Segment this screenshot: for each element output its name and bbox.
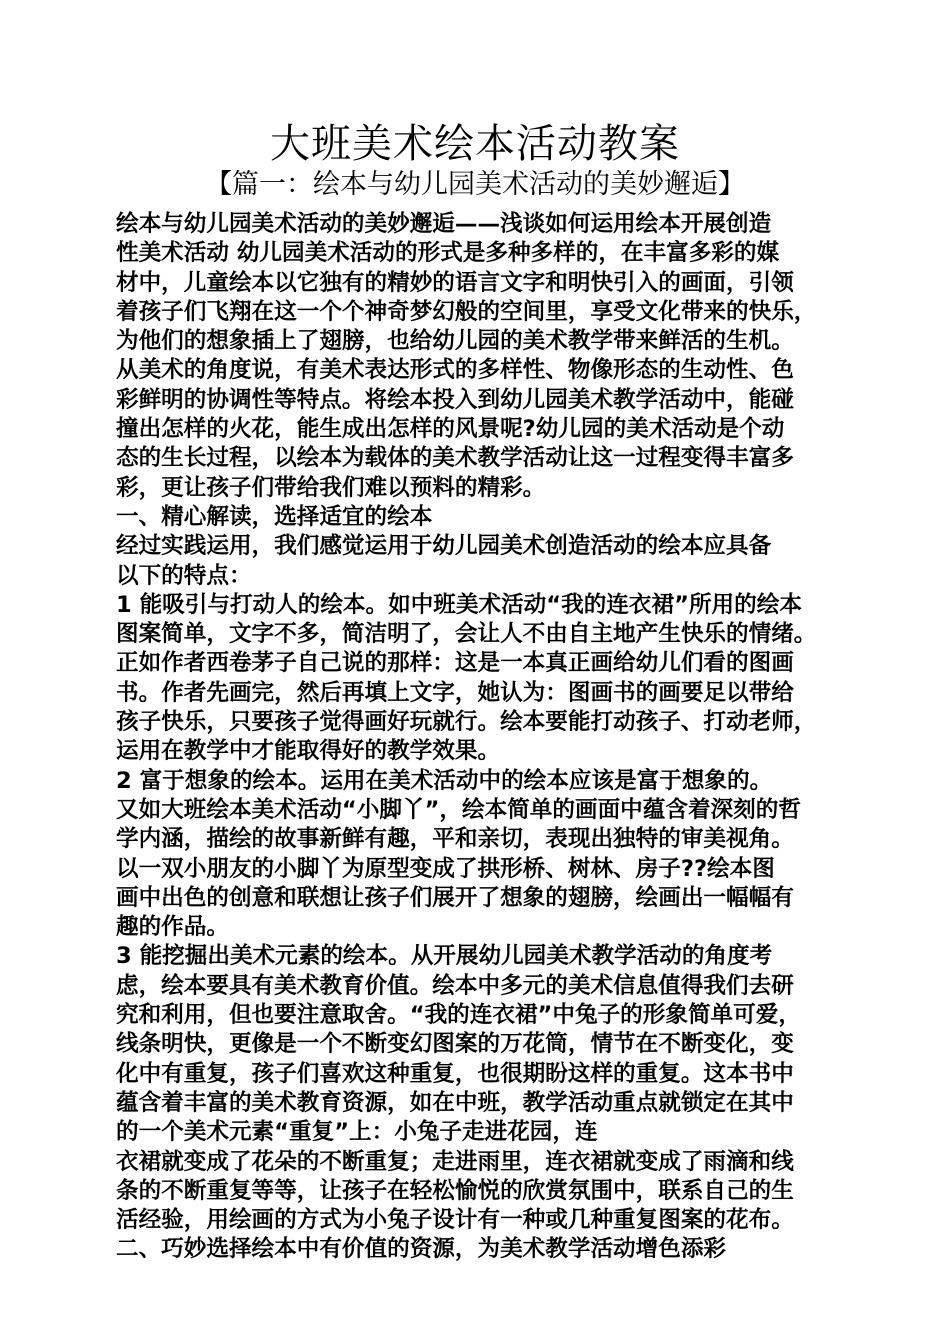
body-text-line: 为他们的想象插上了翅膀，也给幼儿园的美术教学带来鲜活的生机。 — [116, 328, 794, 355]
body-text-line: 虑，绘本要具有美术教育价值。绘本中多元的美术信息值得我们去研 — [116, 972, 794, 999]
body-text-line: 态的生长过程，以绘本为载体的美术教学活动让这一过程变得丰富多 — [116, 445, 794, 472]
document-body — [116, 210, 856, 1265]
body-text-line: 绘本与幼儿园美术活动的美妙邂逅——浅谈如何运用绘本开展创造 — [116, 211, 772, 237]
body-text-line: 着孩子们飞翔在这一个个神奇梦幻般的空间里，享受文化带来的快乐， — [116, 298, 817, 325]
document-title: 大班美术绘本活动教案 — [270, 121, 680, 167]
body-text-line: 运用在教学中才能取得好的教学效果。 — [116, 738, 501, 765]
body-text-line: 究和利用，但也要注意取舍。“我的连衣裙”中兔子的形象简单可爱， — [116, 1002, 801, 1029]
body-text-line: 经过实践运用，我们感觉运用于幼儿园美术创造活动的绘本应具备 — [116, 533, 772, 560]
body-text-line: 二、巧妙选择绘本中有价值的资源，为美术教学活动增色添彩 — [116, 1236, 727, 1263]
body-text-line: 图案简单，文字不多，简洁明了，会让人不由自主地产生快乐的情绪。 — [116, 621, 817, 648]
body-text-line: 材中，儿童绘本以它独有的精妙的语言文字和明快引入的画面，引领 — [116, 269, 794, 296]
body-text-line: 性美术活动 幼儿园美术活动的形式是多种多样的，在丰富多彩的媒 — [116, 240, 780, 267]
body-text-line: 从美术的角度说，有美术表达形式的多样性、物像形态的生动性、色 — [116, 357, 794, 384]
body-text-line: 以一双小朋友的小脚丫为原型变成了拱形桥、树林、房子??绘本图 — [116, 855, 775, 882]
body-text-line: 1 能吸引与打动人的绘本。如中班美术活动“我的连衣裙”所用的绘本 — [116, 591, 802, 618]
body-text-line: 孩子快乐，只要孩子觉得画好玩就行。绘本要能打动孩子、打动老师， — [116, 709, 817, 736]
body-text-line: 以下的特点： — [116, 562, 252, 589]
body-text-line: 线条明快，更像是一个不断变幻图案的万花筒，情节在不断变化，变 — [116, 1031, 794, 1058]
body-text-line: 又如大班绘本美术活动“小脚丫”，绘本简单的画面中蕴含着深刻的哲 — [116, 796, 801, 823]
body-text-line: 蕴含着丰富的美术教育资源，如在中班，教学活动重点就锁定在其中 — [116, 1089, 794, 1116]
body-text-line: 一、精心解读，选择适宜的绘本 — [116, 503, 433, 530]
body-text-line: 衣裙就变成了花朵的不断重复；走进雨里，连衣裙就变成了雨滴和线 — [116, 1148, 794, 1175]
body-text-line: 活经验，用绘画的方式为小兔子设计有一种或几种重复图案的花布。 — [116, 1207, 794, 1234]
body-text-line: 彩，更让孩子们带给我们难以预料的精彩。 — [116, 474, 546, 501]
body-text-line: 画中出色的创意和联想让孩子们展开了想象的翅膀，绘画出一幅幅有 — [116, 884, 794, 911]
body-text-line: 学内涵，描绘的故事新鲜有趣，平和亲切，表现出独特的审美视角。 — [116, 826, 794, 853]
body-text-line: 彩鲜明的协调性等特点。将绘本投入到幼儿园美术教学活动中，能碰 — [116, 386, 794, 413]
body-text-line: 3 能挖掘出美术元素的绘本。从开展幼儿园美术教学活动的角度考 — [116, 943, 773, 970]
body-text-line: 趣的作品。 — [116, 914, 229, 941]
body-text-line: 化中有重复，孩子们喜欢这种重复，也很期盼这样的重复。这本书中 — [116, 1060, 794, 1087]
body-text-line: 书。作者先画完，然后再填上文字，她认为：图画书的画要足以带给 — [116, 679, 794, 706]
body-text-line: 条的不断重复等等，让孩子在轻松愉悦的欣赏氛围中，联系自己的生 — [116, 1177, 794, 1204]
document-subtitle: 【篇一：绘本与幼儿园美术活动的美妙邂逅】 — [205, 169, 745, 200]
body-text-line: 撞出怎样的火花，能生成出怎样的风景呢?幼儿园的美术活动是个动 — [116, 416, 785, 443]
body-text-line: 正如作者西卷茅子自己说的那样：这是一本真正画给幼儿们看的图画 — [116, 650, 794, 677]
body-text-line: 2 富于想象的绘本。运用在美术活动中的绘本应该是富于想象的。 — [116, 767, 773, 794]
body-text-line: 的一个美术元素“重复”上：小兔子走进花园，连 — [116, 1119, 598, 1146]
